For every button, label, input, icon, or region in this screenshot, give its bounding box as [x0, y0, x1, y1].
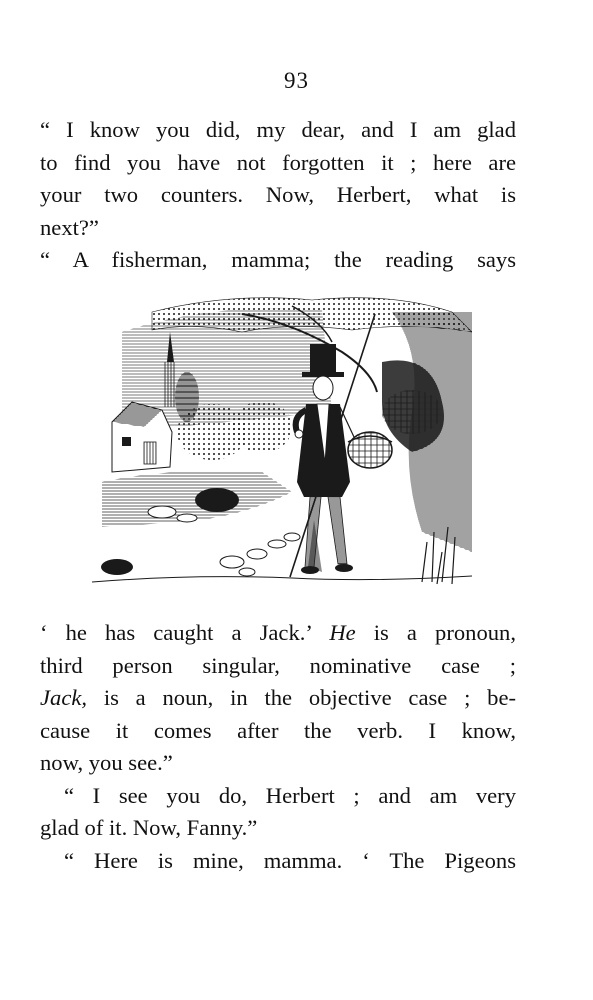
- text-block-before-image: [40, 114, 516, 277]
- text-line: “ I see you do, Herbert ; and am very: [64, 782, 516, 808]
- text-line: next?”: [40, 214, 99, 240]
- text-line: to find you have not forgotten it ; here are: [40, 149, 516, 175]
- text-line: cause it comes after the verb. I know,: [40, 717, 516, 743]
- text-line: glad of it. Now, Fanny.”: [40, 815, 258, 840]
- page-number: 93: [284, 68, 309, 93]
- fisherman-illustration: [92, 292, 472, 600]
- text-line: “ I know you did, my dear, and I am glad: [40, 117, 516, 142]
- text-line: “ A fisherman, mamma; the reading says: [40, 247, 516, 272]
- text-block-after-image: [40, 617, 516, 877]
- text-line: third person singular, nominative case ;: [40, 652, 516, 678]
- text-line: “ Here is mine, mamma. ‘ The Pigeons: [64, 847, 516, 873]
- text-line: your two counters. Now, Herbert, what is: [40, 182, 516, 207]
- text-line: Jack, is a noun, in the objective case ; be-: [40, 685, 516, 710]
- text-line: now, you see.”: [40, 750, 173, 775]
- text-line: ‘ he has caught a Jack.’ He is a pronoun,: [40, 620, 516, 645]
